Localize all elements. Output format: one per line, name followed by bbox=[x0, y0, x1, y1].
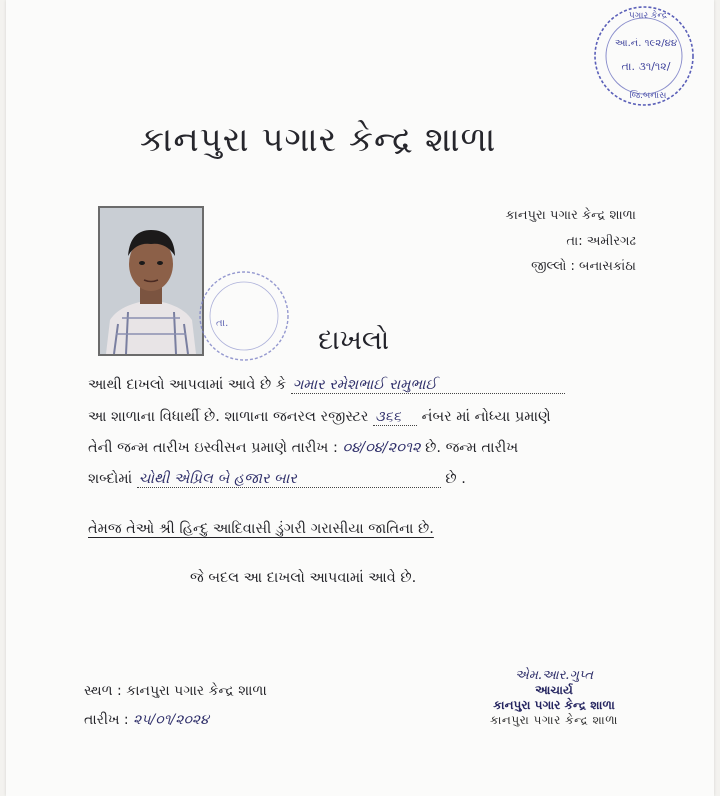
line3-text: તેની જન્મ તારીખ ઇસ્વીસન પ્રમાણે તારીખ : bbox=[88, 440, 338, 456]
school-title: કાનપુરા પગાર કેન્દ્ર શાળા bbox=[140, 120, 497, 160]
stamp-top-text-1: પગાર કેન્દ્ર bbox=[628, 11, 668, 21]
line4-text-end: છે . bbox=[445, 471, 466, 487]
body-line-2 bbox=[88, 409, 551, 426]
footer-date-value: ૨૫/૦૧/૨૦૨૪ bbox=[133, 712, 209, 728]
footer-date-label: તારીખ : bbox=[84, 712, 129, 728]
principal-signature-block bbox=[490, 668, 618, 728]
body-line-3 bbox=[88, 440, 518, 456]
stamp-top-text-3: તા. ૩૧/૧૨/ bbox=[621, 60, 671, 73]
office-stamp-middle bbox=[196, 268, 292, 364]
purpose-statement: જે બદલ આ દાખલો આપવામાં આવે છે. bbox=[190, 570, 417, 586]
certificate-heading: દાખલો bbox=[318, 325, 390, 356]
line1-text: આથી દાખલો આપવામાં આવે છે કે bbox=[88, 377, 287, 393]
footer-place: સ્થળ : કાનપુરા પગાર કેન્દ્ર શાળા bbox=[84, 683, 267, 699]
stamp-top-text-4: જિ.બનાસ bbox=[629, 91, 667, 101]
caste-statement: તેમજ તેઓ શ્રી હિન્દુ આદિવાસી ડુંગરી ગરાસીયા જાતિના છે. bbox=[88, 521, 434, 537]
line3-text-end: છે. જન્મ તારીખ bbox=[425, 440, 519, 456]
footer-date bbox=[84, 712, 209, 728]
date-of-birth-digits: ૦૪/૦૪/૨૦૧૨ bbox=[342, 440, 421, 456]
principal-stamp-line: કાનપુરા પગાર કેન્દ્ર શાળા bbox=[490, 713, 618, 727]
office-stamp-top bbox=[588, 2, 700, 110]
address-taluka: તા: અમીરગઢ bbox=[566, 234, 636, 249]
date-of-birth-words: ચોથી એપ્રિલ બે હજાર બાર bbox=[137, 471, 441, 488]
address-district: જીલ્લો : બનાસકાંઠા bbox=[531, 259, 636, 274]
register-number: ૩૬૬ bbox=[373, 409, 417, 426]
principal-title: આચાર્ય bbox=[535, 683, 573, 697]
body-line-1 bbox=[88, 377, 565, 394]
line2-text-end: નંબર માં નોધ્યા પ્રમાણે bbox=[421, 409, 551, 425]
body-line-4 bbox=[88, 471, 466, 488]
certificate-page bbox=[6, 0, 714, 796]
principal-signature: એમ.આર.ગુપ્ત bbox=[515, 668, 593, 683]
student-name: ગમાર રમેશભાઈ રામુભાઈ bbox=[291, 377, 565, 394]
line2-text: આ શાળાના વિધાર્થી છે. શાળાના જનરલ રજીસ્ટર bbox=[88, 409, 369, 425]
address-school: કાનપુરા પગાર કેન્દ્ર શાળા bbox=[505, 208, 636, 223]
line4-text: શબ્દોમાં bbox=[88, 471, 133, 487]
stamp-top-text-2: આ.નં. ૧૯૨/૪૪ bbox=[614, 38, 678, 49]
principal-school: કાનપુરા પગાર કેન્દ્ર શાળા bbox=[493, 698, 615, 712]
stamp-mid-text: તા. bbox=[216, 318, 229, 329]
student-photo bbox=[98, 206, 204, 356]
